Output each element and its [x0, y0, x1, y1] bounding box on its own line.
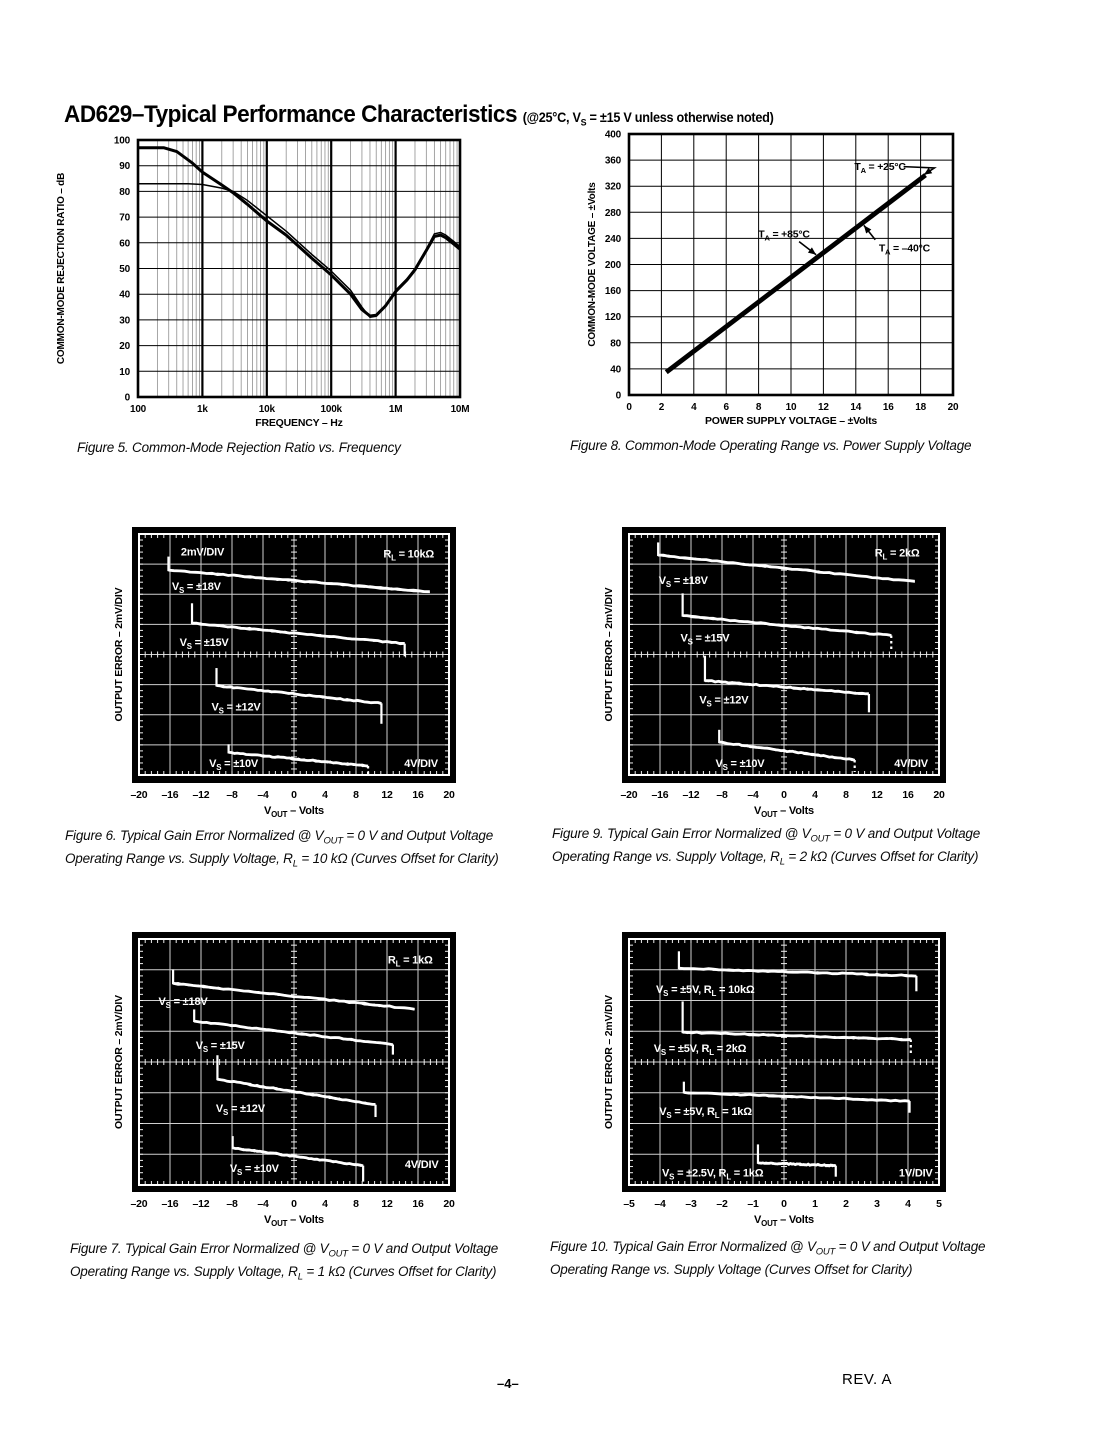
scope-label: $V_S = \pm 15V$ — [179, 636, 229, 651]
y-tick: 100 — [113, 135, 130, 147]
scope-label: $V_S = \pm 18V$ — [158, 996, 208, 1011]
y-tick: 10 — [119, 366, 130, 378]
scope-label: $V_S = \pm 5V$, $R_L = 10k\Omega$ — [656, 984, 755, 999]
scope-label: $V_S = \pm 5V$, $R_L = 1k\Omega$ — [659, 1106, 752, 1121]
scope-label: $V_S = \pm 18V$ — [171, 581, 221, 596]
x-tick: –12 — [192, 1198, 210, 1210]
x-tick: –5 — [623, 1198, 635, 1210]
x-tick: 20 — [443, 789, 455, 801]
x-tick: 18 — [915, 402, 926, 413]
x-axis-label: $V_{OUT}$ – Volts — [264, 1214, 324, 1228]
x-tick: 0 — [291, 789, 297, 801]
x-axis-label: $V_{OUT}$ – Volts — [754, 805, 814, 819]
annotation: $T_A = +25^\circ C$ — [854, 161, 906, 176]
y-tick: 40 — [610, 364, 621, 376]
scope-label: $V_S = \pm 18V$ — [658, 574, 708, 589]
x-tick: –4 — [257, 1198, 269, 1210]
x-tick: 3 — [874, 1198, 880, 1210]
x-axis-label: $V_{OUT}$ – Volts — [264, 805, 324, 819]
x-tick: 4 — [691, 402, 697, 413]
x-tick: 12 — [381, 789, 393, 801]
fig9-caption: Figure 9. Typical Gain Error Normalized @ $V_{OUT} = 0$ V and Output Voltage Operating Range vs. Supply Voltage, $R_L = 2$ kΩ (Curves Offset for Clarity) — [552, 826, 981, 868]
y-axis-label: COMMON-MODE VOLTAGE – ±Volts — [587, 182, 598, 347]
x-tick: 16 — [412, 1198, 424, 1210]
y-tick: 280 — [604, 207, 621, 219]
scope-label: $R_L = 1k\Omega$ — [387, 954, 433, 969]
fig8-cm-range-vs-supply-chart — [585, 120, 1005, 430]
x-tick: 100k — [320, 404, 342, 415]
fig8-caption: Figure 8. Common-Mode Operating Range vs. Power Supply Voltage — [570, 438, 972, 453]
y-axis-label: OUTPUT ERROR – 2mV/DIV — [603, 995, 615, 1129]
y-tick: 20 — [119, 341, 130, 353]
x-tick: –8 — [226, 789, 238, 801]
scope-label: $V_S = \pm 10V$ — [209, 757, 259, 772]
scope-label: $V_S = \pm 12V$ — [215, 1103, 265, 1118]
page-title-conditions: (@25°C, $V_S = \pm 15$ V unless otherwise noted) — [522, 110, 774, 130]
y-tick: 60 — [119, 238, 130, 250]
x-tick: 16 — [412, 789, 424, 801]
x-tick: –20 — [130, 789, 148, 801]
scope-label: 4V/DIV — [404, 757, 438, 770]
x-tick: 4 — [905, 1198, 911, 1210]
scope-label: $V_S = \pm 12V$ — [211, 701, 261, 716]
fig5-cmrr-vs-frequency-chart — [50, 126, 475, 428]
scope-label: $V_S = \pm 10V$ — [229, 1163, 279, 1178]
scope-label: $V_S = \pm 5V$, $R_L = 2k\Omega$ — [653, 1043, 747, 1058]
x-tick: 8 — [755, 402, 762, 413]
series-curve-1 — [138, 148, 460, 316]
y-tick: 160 — [604, 286, 621, 298]
x-tick: 8 — [353, 789, 359, 801]
y-tick: 320 — [604, 181, 621, 193]
x-tick: 10k — [258, 404, 275, 415]
x-axis-label: POWER SUPPLY VOLTAGE – ±Volts — [704, 415, 878, 427]
x-tick: 1 — [812, 1198, 818, 1210]
scope-label: $V_S = \pm 15V$ — [195, 1040, 245, 1055]
x-tick: –3 — [685, 1198, 697, 1210]
scope-label: 4V/DIV — [894, 757, 928, 770]
scope-label: $V_S = \pm 12V$ — [699, 694, 749, 709]
x-tick: –12 — [682, 789, 700, 801]
x-tick: –2 — [716, 1198, 728, 1210]
x-tick: 2 — [658, 402, 665, 413]
scope-label: $R_L = 10k\Omega$ — [383, 548, 435, 563]
x-tick: 1M — [388, 404, 403, 415]
x-tick: –8 — [716, 789, 728, 801]
fig9-gain-error-scope-chart — [600, 525, 972, 827]
x-tick: –4 — [257, 789, 269, 801]
x-tick: 2 — [843, 1198, 849, 1210]
scope-label: 4V/DIV — [404, 1159, 439, 1172]
x-tick: 20 — [947, 402, 959, 413]
gridlines — [138, 140, 460, 397]
y-tick: 80 — [119, 186, 130, 198]
scope-label: 2mV/DIV — [180, 546, 225, 559]
x-tick: –12 — [192, 789, 210, 801]
y-axis-label: OUTPUT ERROR – 2mV/DIV — [113, 587, 125, 722]
fig6-caption: Figure 6. Typical Gain Error Normalized @ $V_{OUT} = 0$ V and Output Voltage Operating Range vs. Supply Voltage, $R_L = 10$ kΩ (Curves Offset for Clarity) — [65, 828, 499, 870]
series — [138, 148, 460, 318]
y-tick: 0 — [615, 390, 621, 402]
gridlines — [629, 134, 953, 395]
x-tick: 14 — [850, 402, 862, 413]
x-tick: –1 — [747, 1198, 759, 1210]
x-tick: –20 — [130, 1198, 148, 1210]
x-tick: 10M — [450, 404, 470, 415]
x-tick: 12 — [818, 402, 829, 413]
x-tick: 12 — [381, 1198, 393, 1210]
y-tick: 90 — [119, 161, 130, 173]
x-tick: 4 — [322, 1198, 328, 1210]
fig10-caption: Figure 10. Typical Gain Error Normalized @ $V_{OUT} = 0$ V and Output Voltage Operating Range vs. Supply Voltage (Curves Offset for Clarity) — [550, 1239, 986, 1277]
x-tick: –16 — [651, 789, 669, 801]
scope-label: $V_S = \pm 15V$ — [680, 632, 730, 647]
x-tick: –4 — [654, 1198, 666, 1210]
y-tick: 120 — [604, 312, 621, 324]
x-tick: –20 — [620, 789, 638, 801]
y-tick: 360 — [604, 155, 621, 167]
scope-label: 1V/DIV — [898, 1167, 933, 1180]
annotation: $T_A = +85^\circ C$ — [758, 228, 810, 243]
x-tick: 5 — [936, 1198, 942, 1210]
y-tick: 80 — [610, 338, 621, 350]
x-tick: 6 — [723, 402, 729, 413]
x-tick: –16 — [161, 789, 179, 801]
x-tick: 0 — [626, 402, 632, 413]
page-number: –4– — [497, 1376, 519, 1391]
scope-label: $V_S = \pm 10V$ — [715, 757, 765, 772]
y-axis-label: OUTPUT ERROR – 2mV/DIV — [603, 587, 615, 722]
x-tick: 16 — [902, 789, 914, 801]
annotation: $T_A = -40^\circ C$ — [878, 242, 930, 257]
page-title-main: AD629–Typical Performance Characteristics — [64, 101, 518, 129]
x-tick: 0 — [291, 1198, 297, 1210]
y-axis-label: OUTPUT ERROR – 2mV/DIV — [113, 995, 125, 1129]
fig5-caption: Figure 5. Common-Mode Rejection Ratio vs. Frequency — [77, 440, 401, 455]
x-tick: 8 — [843, 789, 849, 801]
y-tick: 200 — [604, 260, 621, 271]
y-tick: 0 — [124, 392, 130, 404]
y-tick: 50 — [119, 264, 130, 275]
series-curve-2 — [138, 184, 460, 318]
fig7-caption: Figure 7. Typical Gain Error Normalized @ $V_{OUT} = 0$ V and Output Voltage Operating Range vs. Supply Voltage, $R_L = 1$ kΩ (Curves Offset for Clarity) — [70, 1241, 499, 1283]
y-tick: 240 — [604, 233, 621, 245]
x-tick: 1k — [197, 404, 208, 415]
x-tick: –8 — [226, 1198, 238, 1210]
scope-label: $V_S = \pm 2.5V$, $R_L = 1k\Omega$ — [662, 1167, 764, 1182]
y-axis-label: COMMON-MODE REJECTION RATIO – dB — [56, 172, 67, 365]
x-tick: 20 — [443, 1198, 455, 1210]
fig10-gain-error-scope-chart — [600, 930, 972, 1236]
y-tick: 70 — [119, 212, 130, 224]
scope-label: $R_L = 2k\Omega$ — [874, 547, 920, 562]
x-tick: –16 — [161, 1198, 179, 1210]
x-axis-label: FREQUENCY – Hz — [255, 417, 343, 428]
x-tick: 4 — [322, 789, 328, 801]
x-tick: 0 — [781, 1198, 787, 1210]
x-tick: 20 — [933, 789, 945, 801]
x-tick: 100 — [129, 404, 147, 415]
x-tick: 12 — [871, 789, 883, 801]
y-tick: 400 — [604, 129, 621, 141]
x-axis-label: $V_{OUT}$ – Volts — [754, 1214, 814, 1228]
x-tick: 16 — [882, 402, 894, 413]
y-tick: 40 — [119, 289, 130, 301]
x-tick: –4 — [747, 789, 759, 801]
x-tick: 8 — [353, 1198, 359, 1210]
x-tick: 0 — [781, 789, 787, 801]
y-tick: 30 — [119, 315, 130, 327]
x-tick: 10 — [785, 402, 797, 413]
fig6-gain-error-scope-chart — [110, 525, 482, 827]
fig7-gain-error-scope-chart — [110, 930, 482, 1236]
revision-label: REV. A — [842, 1371, 892, 1388]
x-tick: 4 — [812, 789, 818, 801]
